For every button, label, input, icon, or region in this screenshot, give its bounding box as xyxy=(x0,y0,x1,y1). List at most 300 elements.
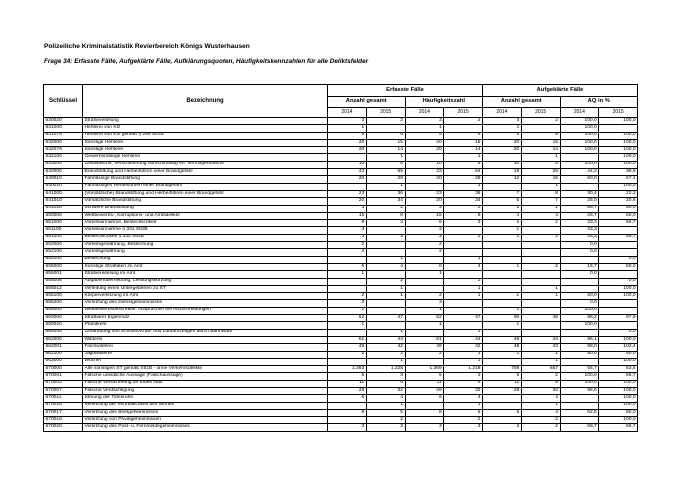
row-bezeichnung: Hehlerei von Kfz gemäß § 259 StGB xyxy=(83,132,328,139)
cell-aufgeklaert-2015 xyxy=(521,329,560,336)
cell-aufgeklaert-2015: 2 xyxy=(521,424,560,431)
cell-aufgeklaert-2014: 2 xyxy=(483,220,522,227)
cell-hz-2014 xyxy=(405,154,444,161)
cell-aq-2014: 96,6 xyxy=(560,387,599,394)
row-bezeichnung: Fahrlässiges Herbeiführen einer Brandgefahr xyxy=(83,183,328,190)
cell-aq-2015: 100,0 xyxy=(599,380,638,387)
row-schluessel: 656000 xyxy=(44,307,83,314)
cell-hz-2014 xyxy=(405,417,444,424)
cell-erfasst-2014: 20 xyxy=(328,198,367,205)
header-aufgeklaerte-faelle: Aufgeklärte Fälle xyxy=(483,85,638,97)
header-year: 2015 xyxy=(366,108,405,118)
cell-erfasst-2015: 15 xyxy=(366,139,405,146)
cell-hz-2014: 29 xyxy=(405,387,444,394)
cell-aq-2014: 25,0 xyxy=(560,198,599,205)
row-bezeichnung: Körperverletzung im Amt xyxy=(83,293,328,300)
row-schluessel: 670000 xyxy=(44,366,83,373)
row-schluessel: 640010 xyxy=(44,176,83,183)
row-schluessel: 663000 xyxy=(44,358,83,365)
cell-aufgeklaert-2015: 1 xyxy=(521,183,560,190)
cell-hz-2014: 3 xyxy=(405,118,444,125)
cell-aufgeklaert-2015: 6 xyxy=(521,132,560,139)
row-bezeichnung: Bestechlichkeit § 332 StGB xyxy=(83,234,328,241)
cell-aufgeklaert-2014: 5 xyxy=(483,409,522,416)
row-bezeichnung: Störung der Totenruhe xyxy=(83,395,328,402)
cell-hz-2015: 3 xyxy=(444,220,483,227)
cell-hz-2014: 11 xyxy=(405,380,444,387)
row-bezeichnung: Vorteilsannahme § 331 StGB xyxy=(83,227,328,234)
row-bezeichnung: Strafvereitelung xyxy=(83,118,328,125)
cell-aq-2015: 100,0 xyxy=(599,154,638,161)
row-bezeichnung: (Vorsätzliche) Brandstiftung und Herbeiführen einer Brandgefahr xyxy=(83,190,328,197)
cell-hz-2014: 1 xyxy=(405,322,444,329)
cell-aq-2015: 100,0 xyxy=(599,387,638,394)
cell-aufgeklaert-2014: 5 xyxy=(483,373,522,380)
cell-aufgeklaert-2015: 1 xyxy=(521,358,560,365)
cell-erfasst-2015: 2 xyxy=(366,417,405,424)
row-schluessel: 660040 xyxy=(44,329,83,336)
table-row xyxy=(44,147,638,154)
row-bezeichnung: Alle sonstigen ST gemäß StGB - ohne Verkehrsdelikte xyxy=(83,366,328,373)
cell-aq-2014: 100,0 xyxy=(560,132,599,139)
cell-aq-2014: 0,0 xyxy=(560,300,599,307)
cell-erfasst-2015: 42 xyxy=(366,344,405,351)
cell-aufgeklaert-2015: 1 xyxy=(521,351,560,358)
cell-aq-2015 xyxy=(599,227,638,234)
table-row xyxy=(44,409,638,416)
table-row xyxy=(44,227,638,234)
cell-aufgeklaert-2014 xyxy=(483,183,522,190)
cell-aq-2014: 0,0 xyxy=(560,271,599,278)
table-row xyxy=(44,344,638,351)
cell-erfasst-2015 xyxy=(366,307,405,314)
cell-aq-2014: 100,0 xyxy=(560,373,599,380)
row-schluessel: 641010 xyxy=(44,198,83,205)
cell-hz-2015: 1 xyxy=(444,358,483,365)
cell-erfasst-2014 xyxy=(328,358,367,365)
row-schluessel: 655200 xyxy=(44,300,83,307)
cell-aufgeklaert-2014: 5 xyxy=(483,198,522,205)
cell-hz-2014: 15 xyxy=(405,212,444,219)
cell-aq-2015: 57,1 xyxy=(599,176,638,183)
table-row xyxy=(44,315,638,322)
cell-hz-2014: 3 xyxy=(405,300,444,307)
cell-hz-2014: 5 xyxy=(405,373,444,380)
cell-aq-2014: 100,0 xyxy=(560,125,599,132)
cell-aufgeklaert-2014: 12 xyxy=(483,176,522,183)
cell-hz-2015: 2 xyxy=(444,351,483,358)
cell-erfasst-2014: 20 xyxy=(328,147,367,154)
header-aq-percent: AQ in % xyxy=(560,97,638,108)
cell-aufgeklaert-2014: 3 xyxy=(483,118,522,125)
cell-erfasst-2014: 1 xyxy=(328,271,367,278)
cell-aq-2015 xyxy=(599,307,638,314)
row-bezeichnung: Sonstige Hehlerei xyxy=(83,147,328,154)
cell-aufgeklaert-2014: 1 xyxy=(483,125,522,132)
cell-hz-2014 xyxy=(405,329,444,336)
cell-hz-2014: 6 xyxy=(405,220,444,227)
cell-aufgeklaert-2015: 1 xyxy=(521,285,560,292)
cell-aufgeklaert-2015 xyxy=(521,227,560,234)
cell-aq-2015: 20,6 xyxy=(599,198,638,205)
cell-hz-2014: 49 xyxy=(405,344,444,351)
table-row xyxy=(44,125,638,132)
row-schluessel: 655008 xyxy=(44,278,83,285)
row-bezeichnung: Brandstiftung und Herbeiführen einer Brandgefahr xyxy=(83,169,328,176)
cell-aufgeklaert-2014: 11 xyxy=(483,380,522,387)
cell-aufgeklaert-2015: 14 xyxy=(521,147,560,154)
row-bezeichnung: Gewerbsmäßige Hehlerei xyxy=(83,154,328,161)
cell-hz-2014: 10 xyxy=(405,161,444,168)
header-haeufigkeitszahl: Häufigkeitszahl xyxy=(405,97,483,108)
header-year: 2014 xyxy=(328,108,367,118)
table-row xyxy=(44,358,638,365)
header-year: 2014 xyxy=(483,108,522,118)
cell-erfasst-2014 xyxy=(328,417,367,424)
cell-erfasst-2015: 1 xyxy=(366,154,405,161)
row-bezeichnung: Pfandkehr xyxy=(83,322,328,329)
table-row xyxy=(44,322,638,329)
table-row xyxy=(44,256,638,263)
cell-erfasst-2014: 5 xyxy=(328,132,367,139)
cell-erfasst-2014: 2 xyxy=(328,351,367,358)
cell-aq-2014: 55,7 xyxy=(560,366,599,373)
cell-aufgeklaert-2014 xyxy=(483,278,522,285)
cell-aq-2014: 100,0 xyxy=(560,118,599,125)
row-schluessel: 630020 xyxy=(44,118,83,125)
cell-erfasst-2015: 2 xyxy=(366,118,405,125)
cell-erfasst-2014: 10 xyxy=(328,161,367,168)
row-bezeichnung: Wettbewerbsbeschränk. Absprachen bei Ausschreibungen xyxy=(83,307,328,314)
cell-aufgeklaert-2014: 4 xyxy=(483,212,522,219)
cell-aufgeklaert-2015: 44 xyxy=(521,336,560,343)
row-schluessel: 650000 xyxy=(44,212,83,219)
row-bezeichnung: Vorsätzliche Brandstiftung xyxy=(83,198,328,205)
row-schluessel: 655001 xyxy=(44,271,83,278)
row-bezeichnung: Vorteilsannahme, Bestechlichkeit xyxy=(83,220,328,227)
cell-aufgeklaert-2015: 2 xyxy=(521,373,560,380)
cell-aufgeklaert-2015: 4 xyxy=(521,212,560,219)
cell-erfasst-2014: 8 xyxy=(328,409,367,416)
cell-aufgeklaert-2015 xyxy=(521,125,560,132)
table-row xyxy=(44,285,638,292)
cell-aq-2014: 62,5 xyxy=(560,409,599,416)
cell-erfasst-2015 xyxy=(366,227,405,234)
table-row xyxy=(44,366,638,373)
table-row xyxy=(44,395,638,402)
cell-aq-2014 xyxy=(560,358,599,365)
table-row xyxy=(44,132,638,139)
cell-erfasst-2014: 3 xyxy=(328,234,367,241)
cell-erfasst-2014: 3 xyxy=(328,227,367,234)
cell-hz-2014: 20 xyxy=(405,176,444,183)
cell-aq-2015 xyxy=(599,242,638,249)
cell-aufgeklaert-2015: 7 xyxy=(521,198,560,205)
row-schluessel: 670007 xyxy=(44,387,83,394)
cell-hz-2015: 47 xyxy=(444,315,483,322)
cell-erfasst-2014 xyxy=(328,402,367,409)
cell-erfasst-2014: 1 xyxy=(328,322,367,329)
cell-hz-2014 xyxy=(405,278,444,285)
cell-aufgeklaert-2015 xyxy=(521,256,560,263)
cell-erfasst-2015: 44 xyxy=(366,336,405,343)
cell-aq-2015: 97,9 xyxy=(599,315,638,322)
row-schluessel: 632000 xyxy=(44,139,83,146)
cell-aufgeklaert-2014 xyxy=(483,154,522,161)
row-bezeichnung: Fahrlässige Brandstiftung xyxy=(83,176,328,183)
cell-erfasst-2015: 14 xyxy=(366,147,405,154)
cell-aq-2015: 100,0 xyxy=(599,336,638,343)
cell-hz-2014: 8 xyxy=(405,409,444,416)
cell-erfasst-2014: 3 xyxy=(328,118,367,125)
cell-aq-2014 xyxy=(560,402,599,409)
cell-hz-2015: 5 xyxy=(444,409,483,416)
cell-aufgeklaert-2015: 657 xyxy=(521,366,560,373)
cell-aufgeklaert-2015: 6 xyxy=(521,380,560,387)
cell-erfasst-2015: 3 xyxy=(366,424,405,431)
row-schluessel: 655012 xyxy=(44,285,83,292)
cell-aq-2014: 50,0 xyxy=(560,293,599,300)
cell-erfasst-2014: 29 xyxy=(328,387,367,394)
row-bezeichnung: Wucher xyxy=(83,358,328,365)
report-subtitle: Frage 34: Erfasste Fälle, Aufgeklärte Fälle, Aufklärungsquoten, Häufigkeitskennzahlen für alle Deliktsfelder xyxy=(44,58,369,65)
cell-aufgeklaert-2014: 10 xyxy=(483,161,522,168)
row-schluessel: 641000 xyxy=(44,190,83,197)
table-row xyxy=(44,424,638,431)
table-row xyxy=(44,307,638,314)
cell-aq-2015: 100,0 xyxy=(599,402,638,409)
cell-aq-2015: 66,7 xyxy=(599,373,638,380)
cell-aq-2015: 102,4 xyxy=(599,344,638,351)
cell-aufgeklaert-2014: 759 xyxy=(483,366,522,373)
cell-aufgeklaert-2015: 2 xyxy=(521,263,560,270)
cell-aufgeklaert-2014 xyxy=(483,285,522,292)
cell-erfasst-2015: 1 xyxy=(366,285,405,292)
cell-erfasst-2014: 3 xyxy=(328,424,367,431)
cell-hz-2015: 4 xyxy=(444,263,483,270)
row-schluessel: 670020 xyxy=(44,424,83,431)
cell-aq-2014: 33,3 xyxy=(560,220,599,227)
cell-aufgeklaert-2014 xyxy=(483,402,522,409)
cell-aq-2015: 0,0 xyxy=(599,278,638,285)
row-bezeichnung: Strafbarer Eigennutz xyxy=(83,315,328,322)
header-year: 2015 xyxy=(521,108,560,118)
cell-erfasst-2015: 3 xyxy=(366,373,405,380)
cell-hz-2015: 15 xyxy=(444,139,483,146)
cell-hz-2015 xyxy=(444,249,483,256)
cell-erfasst-2015 xyxy=(366,300,405,307)
table-row xyxy=(44,161,638,168)
cell-aufgeklaert-2014: 1 xyxy=(483,293,522,300)
cell-erfasst-2014: 51 xyxy=(328,336,367,343)
cell-hz-2015 xyxy=(444,307,483,314)
cell-erfasst-2015: 2 xyxy=(366,278,405,285)
table-row xyxy=(44,271,638,278)
cell-hz-2015: 2 xyxy=(444,205,483,212)
cell-hz-2015: 1 xyxy=(444,285,483,292)
cell-aufgeklaert-2015: 2 xyxy=(521,417,560,424)
cell-aufgeklaert-2015: 1 xyxy=(521,205,560,212)
cell-aq-2015: 50,0 xyxy=(599,212,638,219)
cell-aq-2015: 100,0 xyxy=(599,417,638,424)
header-erfasste-faelle: Erfasste Fälle xyxy=(328,85,483,97)
cell-aufgeklaert-2014 xyxy=(483,242,522,249)
cell-aufgeklaert-2014: 1 xyxy=(483,227,522,234)
cell-erfasst-2015: 1 xyxy=(366,293,405,300)
cell-hz-2014: 3 xyxy=(405,234,444,241)
table-row xyxy=(44,380,638,387)
cell-hz-2014: 2 xyxy=(405,242,444,249)
cell-hz-2014: 6 xyxy=(405,263,444,270)
cell-aq-2015: 50,0 xyxy=(599,205,638,212)
table-row xyxy=(44,198,638,205)
row-bezeichnung: Verletzung von Privatgeheimnissen xyxy=(83,417,328,424)
cell-aufgeklaert-2015: 2 xyxy=(521,234,560,241)
cell-aq-2014 xyxy=(560,183,599,190)
cell-erfasst-2014 xyxy=(328,329,367,336)
row-bezeichnung: Vorteilsgewährung xyxy=(83,249,328,256)
cell-erfasst-2014: 3 xyxy=(328,205,367,212)
cell-hz-2015: 14 xyxy=(444,147,483,154)
cell-aq-2015 xyxy=(599,125,638,132)
table-row xyxy=(44,183,638,190)
cell-aq-2015: 100,0 xyxy=(599,139,638,146)
table-row xyxy=(44,154,638,161)
cell-hz-2014: 1 xyxy=(405,125,444,132)
cell-aufgeklaert-2014: 7 xyxy=(483,190,522,197)
cell-aufgeklaert-2015 xyxy=(521,300,560,307)
cell-aq-2015: 100,0 xyxy=(599,358,638,365)
cell-hz-2014 xyxy=(405,285,444,292)
cell-aq-2015 xyxy=(599,300,638,307)
table-row xyxy=(44,242,638,249)
cell-hz-2015: 6 xyxy=(444,132,483,139)
cell-aufgeklaert-2015: 15 xyxy=(521,139,560,146)
row-schluessel: 652100 xyxy=(44,249,83,256)
row-bezeichnung: Vorteilsgewährung, Bestechung xyxy=(83,242,328,249)
cell-erfasst-2014: 2 xyxy=(328,249,367,256)
row-bezeichnung: Falsche Versicherung an Eides statt xyxy=(83,380,328,387)
cell-aq-2014: 100,0 xyxy=(560,147,599,154)
row-schluessel: 670001 xyxy=(44,373,83,380)
row-schluessel: 670011 xyxy=(44,395,83,402)
cell-aq-2014: 50,0 xyxy=(560,351,599,358)
header-year: 2014 xyxy=(405,108,444,118)
cell-hz-2015 xyxy=(444,242,483,249)
cell-aufgeklaert-2015: 8 xyxy=(521,190,560,197)
cell-erfasst-2015: 1 xyxy=(366,183,405,190)
cell-aq-2015: 100,0 xyxy=(599,147,638,154)
cell-hz-2015: 1 xyxy=(444,183,483,190)
cell-aufgeklaert-2015 xyxy=(521,271,560,278)
cell-aufgeklaert-2015: 32 xyxy=(521,387,560,394)
row-bezeichnung: Wettbewerbs-, Korruptions- und Amtsdelikte xyxy=(83,212,328,219)
cell-aufgeklaert-2015: 25 xyxy=(521,169,560,176)
cell-aq-2015: 100,0 xyxy=(599,132,638,139)
cell-aufgeklaert-2014: 1 xyxy=(483,234,522,241)
cell-hz-2015: 34 xyxy=(444,198,483,205)
row-schluessel: 655100 xyxy=(44,293,83,300)
cell-aq-2015: 100,0 xyxy=(599,161,638,168)
row-bezeichnung: Verletzung der Vertraulichkeit des Wortes xyxy=(83,402,328,409)
cell-hz-2014: 1.369 xyxy=(405,366,444,373)
cell-erfasst-2015: 3 xyxy=(366,234,405,241)
header-schluessel: Schlüssel xyxy=(44,85,83,118)
row-bezeichnung: Verleitung eines Untergebenen zu ST xyxy=(83,285,328,292)
row-bezeichnung: Sonstige Straftaten im Amt xyxy=(83,263,328,270)
cell-aufgeklaert-2015 xyxy=(521,249,560,256)
header-year: 2014 xyxy=(560,108,599,118)
row-bezeichnung: Strafvereitelung im Amt xyxy=(83,271,328,278)
cell-hz-2015: 32 xyxy=(444,387,483,394)
cell-aq-2014: 26,7 xyxy=(560,212,599,219)
cell-aufgeklaert-2015: 2 xyxy=(521,220,560,227)
cell-erfasst-2014: 49 xyxy=(328,344,367,351)
header-anzahl-gesamt-erfasst: Anzahl gesamt xyxy=(328,97,406,108)
cell-erfasst-2015: 5 xyxy=(366,409,405,416)
cell-hz-2015 xyxy=(444,322,483,329)
row-schluessel: 640000 xyxy=(44,169,83,176)
cell-aufgeklaert-2015 xyxy=(521,322,560,329)
cell-erfasst-2015: 1.228 xyxy=(366,366,405,373)
cell-hz-2014: 51 xyxy=(405,336,444,343)
row-bezeichnung: Jagdwilderei xyxy=(83,351,328,358)
cell-aq-2015: 80,0 xyxy=(599,409,638,416)
cell-erfasst-2015: 2 xyxy=(366,205,405,212)
cell-erfasst-2014: 11 xyxy=(328,380,367,387)
cell-hz-2014: 3 xyxy=(405,205,444,212)
cell-aq-2015: 50,0 xyxy=(599,351,638,358)
table-row xyxy=(44,205,638,212)
table-row xyxy=(44,249,638,256)
cell-hz-2015: 1 xyxy=(444,329,483,336)
table-row xyxy=(44,373,638,380)
cell-erfasst-2015: 2 xyxy=(366,351,405,358)
header-year: 2015 xyxy=(444,108,483,118)
cell-aufgeklaert-2014: 1 xyxy=(483,351,522,358)
row-bezeichnung: Verletzung des Dienstgeheimnisses xyxy=(83,300,328,307)
cell-hz-2014: 2 xyxy=(405,293,444,300)
cell-aq-2014: 100,0 xyxy=(560,161,599,168)
cell-aufgeklaert-2015: 4 xyxy=(521,395,560,402)
row-schluessel: 670003 xyxy=(44,380,83,387)
header-year: 2015 xyxy=(599,108,638,118)
row-bezeichnung: Falsche uneidliche Aussage (Falschaussage) xyxy=(83,373,328,380)
cell-aufgeklaert-2015: 1 xyxy=(521,293,560,300)
cell-erfasst-2014: 3 xyxy=(328,300,367,307)
cell-aq-2014 xyxy=(560,395,599,402)
table-body xyxy=(44,118,638,432)
cell-hz-2015: 1.218 xyxy=(444,366,483,373)
cell-erfasst-2015: 36 xyxy=(366,190,405,197)
cell-erfasst-2014: 1.363 xyxy=(328,366,367,373)
cell-aufgeklaert-2014 xyxy=(483,300,522,307)
cell-aq-2014 xyxy=(560,256,599,263)
table-row xyxy=(44,293,638,300)
row-schluessel: 660020 xyxy=(44,322,83,329)
cell-aq-2014: 100,0 xyxy=(560,139,599,146)
cell-aq-2015 xyxy=(599,249,638,256)
row-schluessel: 651100 xyxy=(44,227,83,234)
cell-aq-2014: 98,0 xyxy=(560,344,599,351)
cell-hz-2014: 20 xyxy=(405,139,444,146)
cell-erfasst-2015: 4 xyxy=(366,263,405,270)
table-row xyxy=(44,351,638,358)
cell-aq-2014 xyxy=(560,154,599,161)
cell-aq-2014 xyxy=(560,417,599,424)
row-bezeichnung: Wilderei xyxy=(83,336,328,343)
cell-hz-2015 xyxy=(444,271,483,278)
